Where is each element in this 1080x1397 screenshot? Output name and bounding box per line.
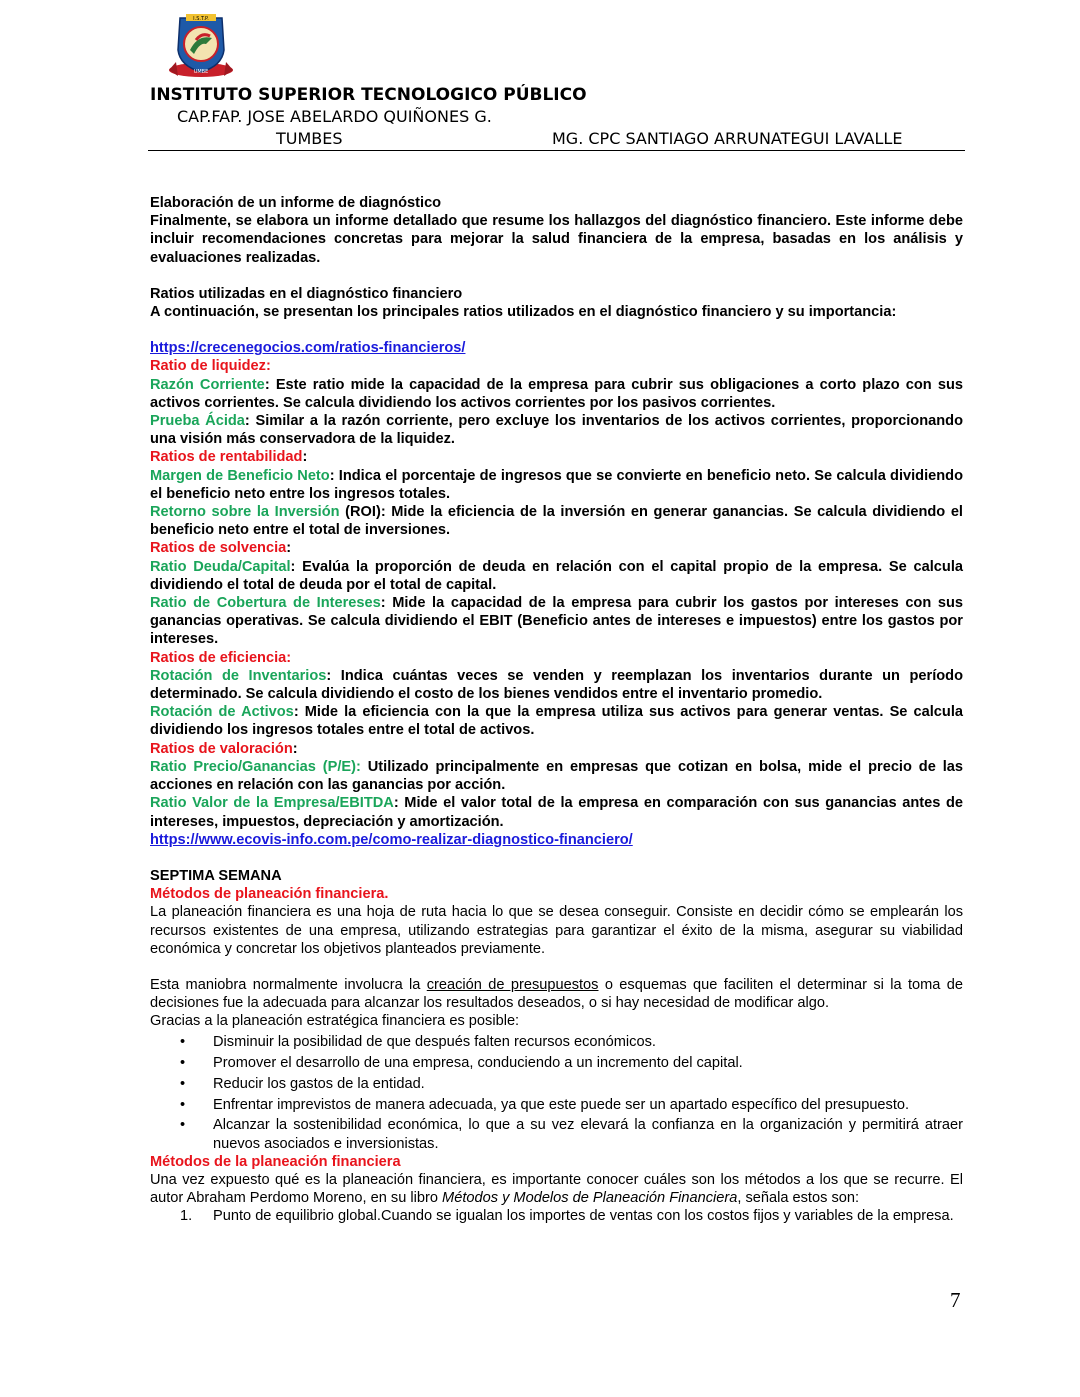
list-item-text: Alcanzar la sostenibilidad económica, lo que a su vez elevará la confianza en la organización y permitirá atraer nuevos asociados e inversionistas. — [213, 1117, 963, 1152]
heading-solvencia-label: Ratios de solvencia — [150, 540, 287, 557]
desc-rotacion-activos: : Mide la eficiencia con la que la empresa utiliza sus activos para generar ventas. Se calcula dividiendo los ingresos totales entre el total de activos. — [150, 704, 963, 739]
link-crecenegocios[interactable]: https://crecenegocios.com/ratios-financieros/ — [150, 340, 466, 357]
logo-bottom-text: UMBE — [193, 69, 209, 75]
institute-logo — [166, 10, 236, 82]
list-item — [150, 1033, 963, 1051]
desc-valor-ebitda: : Mide el valor total de la empresa en comparación con sus ganancias antes de intereses, impuestos, depreciación y amortización. — [150, 795, 963, 830]
term-valor-ebitda: Ratio Valor de la Empresa/EBITDA — [150, 795, 394, 812]
section-heading-diagnostic-report: Elaboración de un informe de diagnóstico — [150, 195, 442, 211]
heading-eficiencia: Ratios de eficiencia: — [150, 649, 292, 666]
bullet-icon: • — [180, 1034, 186, 1051]
list-item — [150, 1054, 963, 1072]
list-item — [150, 1116, 963, 1152]
heading-valoracion — [150, 740, 963, 758]
ratio-roi — [150, 503, 963, 539]
ratio-razon-corriente — [150, 376, 963, 412]
ratio-cobertura-intereses — [150, 594, 963, 649]
heading-solvencia-colon: : — [286, 540, 292, 557]
page-number: 7 — [950, 1288, 961, 1312]
list-item — [150, 1096, 963, 1114]
item-number: 1. — [180, 1208, 193, 1225]
metodos-text-after: , señala estos son: — [737, 1190, 860, 1207]
term-rotacion-inventarios: Rotación de Inventarios — [150, 667, 327, 684]
heading-rentabilidad-colon: : — [302, 449, 308, 466]
paragraph-ratios-intro: A continuación, se presentan los principales ratios utilizados en el diagnóstico financiero y su importancia: — [150, 304, 897, 321]
desc-prueba-acida: : Similar a la razón corriente, pero excluye los inventarios de los activos corrientes, proporcionando una visión más conservadora de la liquidez. — [150, 413, 963, 448]
list-item-text: Reducir los gastos de la entidad. — [213, 1075, 425, 1092]
ratio-precio-ganancias — [150, 758, 963, 794]
desc-roi: (ROI): Mide la eficiencia de la inversión en generar ganancias. Se calcula dividiendo el beneficio neto entre el total de inversiones. — [150, 504, 963, 539]
desc-margen-neto: : Indica el porcentaje de ingresos que se convierte en beneficio neto. Se calcula dividiendo el beneficio neto entre los ingresos totales. — [150, 467, 963, 502]
paragraph-gracias: Gracias a la planeación estratégica financiera es posible: — [150, 1013, 520, 1030]
term-razon-corriente: Razón Corriente — [150, 376, 265, 393]
desc-cobertura-intereses: : Mide la capacidad de la empresa para cubrir los gastos por intereses con sus ganancias operativas. Se calcula dividiendo el EBIT (Beneficio antes de intereses e impuestos) entre los gastos por intereses. — [150, 595, 964, 648]
ratio-rotacion-inventarios — [150, 667, 963, 703]
numbered-item — [150, 1207, 963, 1225]
ratio-deuda-capital — [150, 558, 963, 594]
document-author: MG. CPC SANTIAGO ARRUNATEGUI LAVALLE — [552, 129, 903, 148]
list-item-text: Disminuir la posibilidad de que después falten recursos económicos. — [213, 1034, 656, 1051]
bullet-icon: • — [180, 1075, 186, 1092]
term-roi: Retorno sobre la Inversión — [150, 504, 340, 521]
desc-deuda-capital: : Evalúa la proporción de deuda en relación con el capital propio de la empresa. Se calcula dividiendo el total de deuda por el total de capital. — [150, 558, 963, 593]
institution-name: INSTITUTO SUPERIOR TECNOLOGICO PÚBLICO — [150, 85, 587, 105]
heading-rentabilidad — [150, 448, 963, 466]
numbered-item-text: Punto de equilibrio global.Cuando se igualan los importes de ventas con los costos fijos y variables de la empresa. — [213, 1208, 954, 1225]
paragraph-metodos-intro — [150, 1171, 963, 1207]
ratio-rotacion-activos — [150, 703, 963, 739]
heading-liquidez: Ratio de liquidez: — [150, 358, 271, 375]
bullet-icon: • — [180, 1117, 186, 1134]
paragraph-planeacion-definicion: La planeación financiera es una hoja de ruta hacia lo que se desea conseguir. Consiste en decidir cómo se emplearán los recursos existentes de una empresa, utilizando estrategias para garantizar el éxito de la misma, asegurar su viabilidad económica y concretar los objetivos planteados previamente. — [150, 904, 963, 957]
list-item — [150, 1075, 963, 1093]
week-heading: SEPTIMA SEMANA — [150, 867, 282, 884]
institution-subtitle: CAP.FAP. JOSE ABELARDO QUIÑONES G. — [177, 107, 492, 126]
ratio-valor-ebitda — [150, 794, 963, 830]
heading-solvencia — [150, 539, 963, 557]
heading-valoracion-colon: : — [292, 740, 298, 757]
term-rotacion-activos: Rotación de Activos — [150, 704, 294, 721]
heading-metodos-de-planeacion: Métodos de la planeación financiera — [150, 1153, 401, 1170]
metodos-text-before: Una vez expuesto qué es la planeación financiera, es importante conocer cuáles son los métodos a los que se recurre. El autor Abraham Perdomo Moreno, en su libro — [150, 1171, 963, 1207]
term-prueba-acida: Prueba Ácida — [150, 413, 245, 430]
desc-rotacion-inventarios: : Indica cuántas veces se venden y reemplazan los inventarios durante un período determinado. Se calcula dividiendo el costo de los bienes vendidos entre el inventario promedio. — [150, 667, 963, 703]
link-ecovis[interactable]: https://www.ecovis-info.com.pe/como-realizar-diagnostico-financiero/ — [150, 831, 633, 848]
section-heading-ratios: Ratios utilizadas en el diagnóstico financiero — [150, 285, 463, 302]
bullet-icon: • — [180, 1054, 186, 1071]
desc-precio-ganancias: Utilizado principalmente en empresas que cotizan en bolsa, mide el precio de las acciones en relación con las ganancias por acción. — [150, 758, 963, 794]
bullet-icon: • — [180, 1096, 186, 1113]
link-creacion-presupuestos[interactable]: creación de presupuestos — [426, 976, 599, 993]
term-deuda-capital: Ratio Deuda/Capital — [150, 558, 291, 575]
institution-city: TUMBES — [276, 129, 343, 148]
list-item-text: Enfrentar imprevistos de manera adecuada, ya que este puede ser un apartado específico del presupuesto. — [213, 1096, 910, 1113]
book-title: Métodos y Modelos de Planeación Financiera — [442, 1190, 738, 1207]
header-rule — [148, 150, 965, 151]
term-cobertura-intereses: Ratio de Cobertura de Intereses — [150, 595, 381, 612]
presupuestos-text-after: o esquemas que faciliten el determinar si la toma de decisiones fue la adecuada para alcanzar los resultados deseados, o si hay necesidad de modificar algo. — [150, 976, 964, 1012]
presupuestos-text-before: Esta maniobra normalmente involucra la — [150, 976, 427, 993]
term-margen-neto: Margen de Beneficio Neto — [150, 467, 330, 484]
paragraph-presupuestos — [150, 976, 963, 1012]
heading-rentabilidad-label: Ratios de rentabilidad — [150, 449, 303, 466]
document-body — [150, 194, 963, 1226]
ratio-margen-neto — [150, 467, 963, 503]
logo-top-text: I.S.T.P. — [193, 16, 209, 22]
heading-metodos-planeacion: Métodos de planeación financiera. — [150, 886, 389, 903]
ratio-prueba-acida — [150, 412, 963, 448]
paragraph-diagnostic-report: Finalmente, se elabora un informe detallado que resume los hallazgos del diagnóstico financiero. Este informe debe incluir recomendaciones concretas para mejorar la salud financiera de la empresa, basadas en los análisis y evaluaciones realizadas. — [150, 213, 963, 266]
desc-razon-corriente: : Este ratio mide la capacidad de la empresa para cubrir sus obligaciones a corto plazo con sus activos corrientes. Se calcula dividiendo los activos corrientes por los pasivos corrientes. — [150, 376, 963, 411]
heading-valoracion-label: Ratios de valoración — [150, 740, 293, 757]
term-precio-ganancias: Ratio Precio/Ganancias (P/E): — [150, 758, 361, 775]
list-item-text: Promover el desarrollo de una empresa, conduciendo a un incremento del capital. — [213, 1054, 743, 1071]
